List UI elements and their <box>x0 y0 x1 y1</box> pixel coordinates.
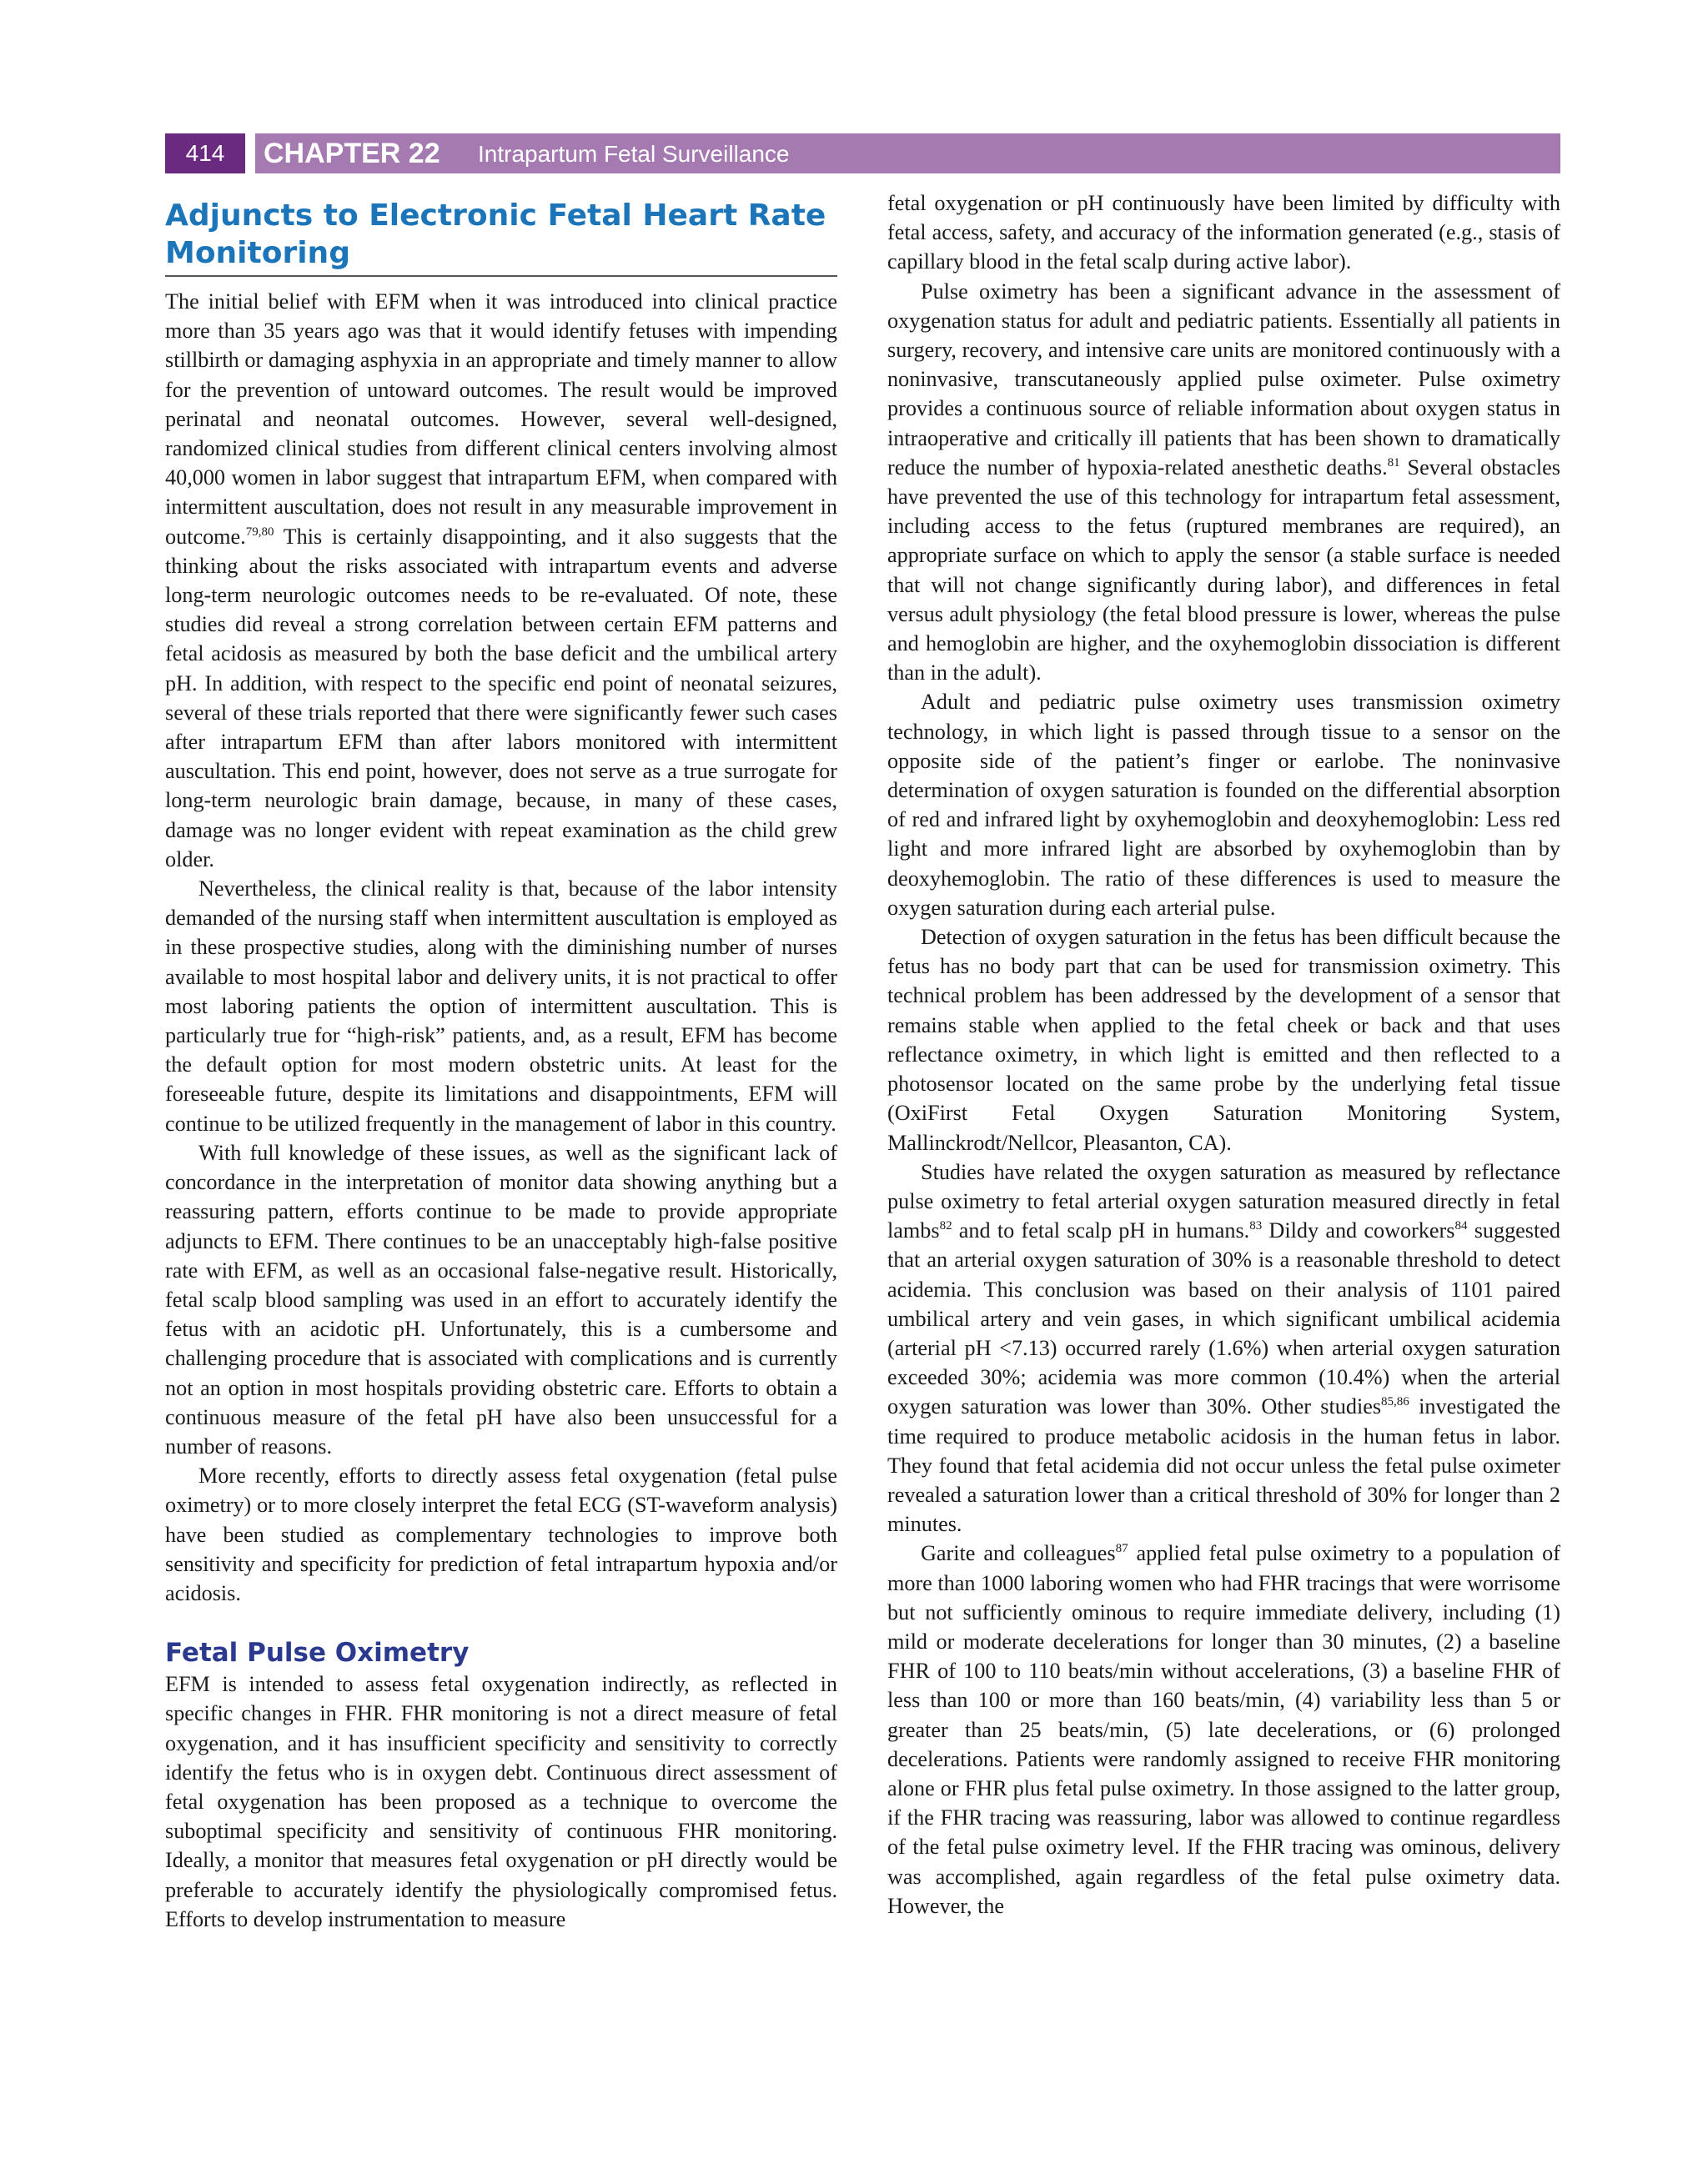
chapter-label: CHAPTER 22 <box>264 138 440 169</box>
citation: 82 <box>939 1219 952 1233</box>
paragraph: More recently, efforts to directly assess fetal oxygenation (fetal pulse oximetry) or to more closely interpret the fetal ECG (ST-waveform analysis) have been studied as complementary technologies to improve both sensitivity and specificity for prediction of fetal intrapartum hypoxia and/or acidosis. <box>165 1464 837 1605</box>
citation: 84 <box>1454 1219 1468 1233</box>
citation: 83 <box>1249 1219 1263 1233</box>
paragraph: The initial belief with EFM when it was introduced into clinical practice more than 35 years ago was that it would identify fetuses with impending stillbirth or damaging asphyxia in an appropriate and timely manner to allow for the prevention of untoward outcomes. The result would be improved perinatal and neonatal outcomes. However, several well-designed, randomized clinical studies from different clinical centers involving almost 40,000 women in labor suggest that intrapartum EFM, when compared with intermittent auscultation, does not result in any measurable improvement in outcome.$^{79,80}$ This is certainly disappointing, and it also suggests that the thinking about the risks associated with intrapartum events and adverse long-term neurologic outcomes needs to be re-evaluated. Of note, these studies did reveal a strong correlation between certain EFM patterns and fetal acidosis as measured by both the base deficit and the umbilical artery pH. In addition, with respect to the specific end point of neonatal seizures, several of these trials reported that there were significantly fewer such cases after intrapartum EFM than after labors monitored with intermittent auscultation. This end point, however, does not serve as a true surrogate for long-term neurologic brain damage, because, in many of these cases, damage was no longer evident with repeat examination as the child grew older. <box>165 289 837 871</box>
subsection-heading: Fetal Pulse Oximetry <box>165 1638 470 1669</box>
left-column <box>165 188 837 1934</box>
page-number: 414 <box>165 133 245 173</box>
paragraph: Pulse oximetry has been a significant advance in the assessment of oxygenation status for adult and pediatric patients. Essentially all patients in surgery, recovery, and intensive care units are monitored continuously with a noninvasive, transcutaneously applied pulse oximeter. Pulse oximetry provides a continuous source of reliable information about oxygen status in intraoperative and critically ill patients that has been shown to dramatically reduce the number of hypoxia-related anesthetic deaths.$^{81}$ Several obstacles have prevented the use of this technology for intrapartum fetal assessment, including access to the fetus (ruptured membranes are required), an appropriate surface on which to apply the sensor (a stable surface is needed that will not change significantly during labor), and differences in fetal versus adult physiology (the fetal blood pressure is lower, whereas the pulse and hemoglobin are higher, and the oxyhemoglobin dissociation is different than in the adult). <box>887 279 1560 685</box>
paragraph: fetal oxygenation or pH continuously have been limited by difficulty with fetal access, safety, and accuracy of the information generated (e.g., stasis of capillary blood in the fetal scalp during active labor). <box>887 191 1560 274</box>
right-column <box>887 188 1560 1920</box>
paragraph: Garite and colleagues$^{87}$ applied fetal pulse oximetry to a population of more than 1000 laboring women who had FHR tracings that were worrisome but not sufficiently ominous to require immediate delivery, including (1) mild or moderate decelerations for longer than 30 minutes, (2) a baseline FHR of 100 to 110 beats/min without accelerations, (3) a baseline FHR of less than 100 or more than 160 beats/min, (4) variability less than 5 or greater than 25 beats/min, (5) late decelerations, or (6) prolonged decelerations. Patients were randomly assigned to receive FHR monitoring alone or FHR plus fetal pulse oximetry. In those assigned to the latter group, if the FHR tracing was reassuring, labor was allowed to continue regardless of the fetal pulse oximetry level. If the FHR tracing was ominous, delivery was accomplished, again regardless of the fetal pulse oximetry data. However, the <box>887 1541 1560 1918</box>
paragraph: Nevertheless, the clinical reality is that, because of the labor intensity demanded of the nursing staff when intermittent auscultation is employed as in these prospective studies, along with the diminishing number of nurses available to most hospital labor and delivery units, it is not practical to offer most laboring patients the option of intermittent auscultation. This is particularly true for “high-risk” patients, and, as a result, EFM has become the default option for most modern obstetric units. At least for the foreseeable future, despite its limitations and disappointments, EFM will continue to be utilized frequently in the management of labor in this country. <box>165 876 837 1136</box>
paragraph: Detection of oxygen saturation in the fetus has been difficult because the fetus has no body part that can be used for transmission oximetry. This technical problem has been addressed by the development of a sensor that remains stable when applied to the fetal cheek or back and that uses reflectance oximetry, in which light is emitted and then reflected to a photosensor located on the same probe by the underlying fetal tissue (OxiFirst Fetal Oxygen Saturation Monitoring System, Mallinckrodt/Nellcor, Pleasanton, CA). <box>887 925 1560 1155</box>
paragraph: EFM is intended to assess fetal oxygenation indirectly, as reflected in specific changes in FHR. FHR monitoring is not a direct measure of fetal oxygenation, and it has insufficient specificity and sensitivity to correctly identify the fetus who is in oxygen debt. Continuous direct assessment of fetal oxygenation has been proposed as a technique to overcome the suboptimal specificity and sensitivity of continuous FHR monitoring. Ideally, a monitor that measures fetal oxygenation or pH directly would be preferable to accurately identify the physiologically compromised fetus. Efforts to develop instrumentation to measure <box>165 1672 837 1931</box>
paragraph: Adult and pediatric pulse oximetry uses transmission oximetry technology, in which light is passed through tissue to a sensor on the opposite side of the patient’s finger or earlobe. The noninvasive determination of oxygen saturation is founded on the differential absorption of red and infrared light by oxyhemoglobin and deoxyhemoglobin: Less red light and more infrared light are absorbed by oxyhemoglobin than by deoxyhemoglobin. The ratio of these differences is used to measure the oxygen saturation during each arterial pulse. <box>887 690 1560 920</box>
paragraph: Studies have related the oxygen saturation as measured by reflectance pulse oximetry to fetal arterial oxygen saturation measured directly in fetal lambs$^{82}$ and to fetal scalp pH in humans.$^{83}$ Dildy and coworkers$^{84}$ suggested that an arterial oxygen saturation of 30% is a reasonable threshold to detect acidemia. This conclusion was based on their analysis of 1101 paired umbilical artery and vein gases, in which significant umbilical acidemia (arterial pH <7.13) occurred rarely (1.6%) when arterial oxygen saturation exceeded 30%; acidemia was more common (10.4%) when the arterial oxygen saturation was lower than 30%. Other studies$^{85,86}$ investigated the time required to produce metabolic acidosis in the human fetus in labor. They found that fetal acidemia did not occur unless the fetal pulse oximeter revealed a saturation lower than a critical threshold of 30% for longer than 2 minutes. <box>887 1159 1560 1537</box>
section-heading: Adjuncts to Electronic Fetal Heart Rate Monitoring <box>165 197 837 277</box>
citation: 85,86 <box>1381 1395 1409 1409</box>
citation: 87 <box>1115 1542 1128 1556</box>
citation: 81 <box>1387 455 1400 469</box>
paragraph: With full knowledge of these issues, as well as the significant lack of concordance in the interpretation of monitor data showing anything but a reassuring pattern, efforts continue to be made to provide appropriate adjuncts to EFM. There continues to be an unacceptably high-false positive rate with EFM, as well as an occasional false-negative result. Historically, fetal scalp blood sampling was used in an effort to accurately identify the fetus with an acidotic pH. Unfortunately, this is a cumbersome and challenging procedure that is associated with complications and is currently not an option in most hospitals providing obstetric care. Efforts to obtain a continuous measure of the fetal pH have also been unsuccessful for a number of reasons. <box>165 1140 837 1459</box>
chapter-title: Intrapartum Fetal Surveillance <box>478 141 790 167</box>
header-separator <box>245 133 255 173</box>
citation: 79,80 <box>245 525 274 539</box>
